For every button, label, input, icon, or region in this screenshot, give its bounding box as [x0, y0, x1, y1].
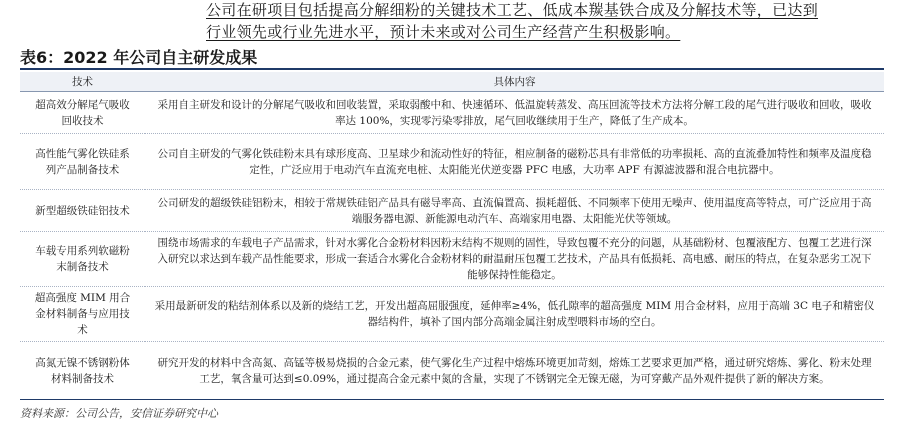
tech-content-cell: 公司自主研发的气雾化铁硅粉末具有球形度高、卫星球少和流动性好的特征，相应制备的磁粉芯具有非常低的功率损耗、高的直流叠加特性和频率及温度稳定性，广泛应用于电动汽车直流充电桩、太阳能光伏逆变器 PFC 电感，大功率 APF 有源滤波器和混合电抗器中。 — [145, 134, 884, 190]
table-row — [20, 342, 884, 400]
table-row — [20, 92, 884, 134]
tech-name-cell: 高性能气雾化铁硅系列产品制备技术 — [20, 134, 145, 190]
tech-content-cell: 公司研发的超级铁硅铝粉末，相较于常规铁硅铝产品具有磁导率高、直流偏置高、损耗超低、不同频率下使用无噪声、使用温度高等特点，可广泛应用于高端服务器电源、新能源电动汽车、高端家用电器、太阳能光伏等领域。 — [145, 190, 884, 232]
tech-name-cell: 高氮无镍不锈钢粉体材料制备技术 — [20, 342, 145, 400]
tech-content-cell: 研究开发的材料中含高氮、高锰等极易烧损的合金元素，使气雾化生产过程中熔炼环境更加苛刻，熔炼工艺要求更加严格，通过研究熔炼、雾化、粉末处理工艺，氧含量可达到≤0.09%，通过提高合金元素中氮的含量，实现了不锈钢完全无镍无磁，为可穿戴产品外观件提供了新的解决方案。 — [145, 342, 884, 400]
rd-achievements-table — [20, 72, 884, 400]
tech-content-cell: 围绕市场需求的车载电子产品需求，针对水雾化合金粉材料因粉末结构不规则的固性，导致包覆不充分的问题，从基础粉材、包覆液配方、包覆工艺进行深入研究以求达到车载产品性能要求，形成一套适合水雾化合金粉材料的耐温耐压包覆工艺技术，产品具有低损耗、高电感、耐压的特点，在复杂恶劣工况下能够保持性能稳定。 — [145, 232, 884, 287]
tech-name-cell: 超高效分解尾气吸收回收技术 — [20, 92, 145, 134]
table-header-row — [20, 72, 884, 92]
table-row — [20, 287, 884, 342]
intro-paragraph — [206, 0, 886, 43]
table-row — [20, 134, 884, 190]
tech-name-cell: 超高强度 MIM 用合金材料制备与应用技术 — [20, 287, 145, 342]
column-header-content: 具体内容 — [145, 72, 884, 92]
table-title-rule — [20, 68, 884, 70]
intro-line-2: 行业领先或行业先进水平，预计未来或对公司生产经营产生积极影响。 — [206, 23, 681, 41]
tech-name-cell: 新型超级铁硅铝技术 — [20, 190, 145, 232]
tech-name-cell: 车载专用系列软磁粉末制备技术 — [20, 232, 145, 287]
tech-content-cell: 采用最新研发的粘结剂体系以及新的烧结工艺，开发出超高屈服强度，延伸率≥4%，低孔隙率的超高强度 MIM 用合金材料，应用于高端 3C 电子和精密仪器结构件，填补了国内部分高端金属注射成型喂料市场的空白。 — [145, 287, 884, 342]
column-header-tech: 技术 — [20, 72, 145, 92]
tech-content-cell: 采用自主研发和设计的分解尾气吸收和回收装置，采取弱酸中和、快速循环、低温旋转蒸发、高压回流等技术方法将分解工段的尾气进行吸收和回收，吸收率达 100%，实现零污染零排放，尾气回收继续用于生产，降低了生产成本。 — [145, 92, 884, 134]
table-title: 表6：2022 年公司自主研发成果 — [20, 48, 258, 67]
source-note: 资料来源：公司公告，安信证券研究中心 — [20, 407, 218, 420]
intro-line-1: 公司在研项目包括提高分解细粉的关键技术工艺、低成本羰基铁合成及分解技术等，已达到 — [206, 1, 819, 19]
table-row — [20, 190, 884, 232]
table-row — [20, 232, 884, 287]
